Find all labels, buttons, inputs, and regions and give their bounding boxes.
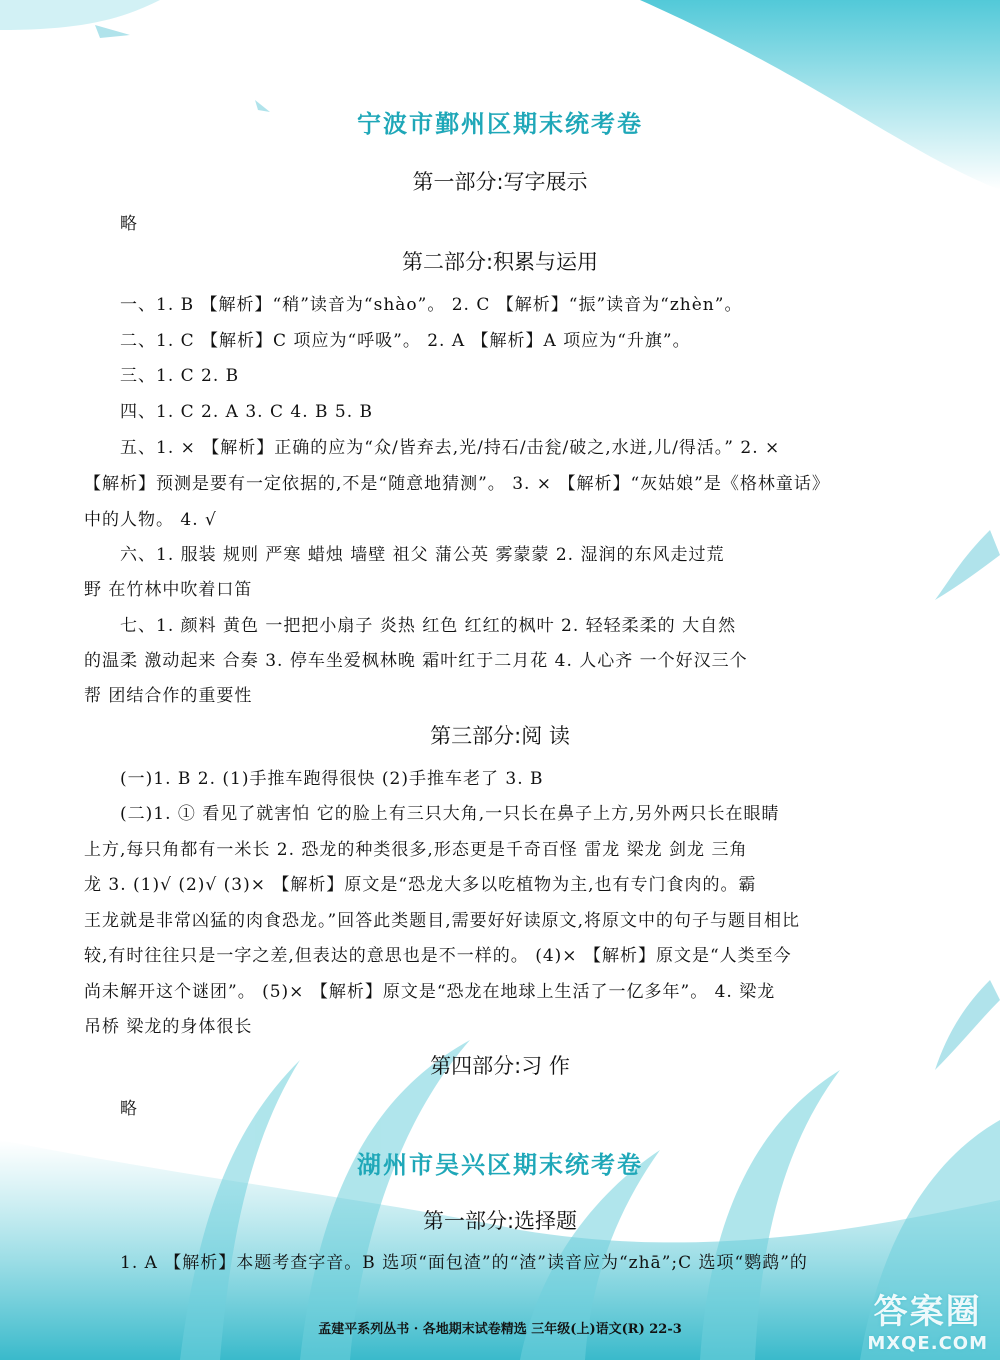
answer-line: 五、1. × 【解析】正确的应为“众/皆弃去,光/持石/击瓮/破之,水迸,儿/得活。” 2. ×	[120, 438, 781, 458]
answer-line: 六、1. 服装 规则 严寒 蜡烛 墙壁 祖父 蒲公英 雾蒙蒙 2. 湿润的东风走过荒	[120, 545, 725, 565]
answer-line: 四、1. C 2. A 3. C 4. B 5. B	[120, 402, 374, 422]
answer-line: 上方,每只角都有一米长 2. 恐龙的种类很多,形态更是千奇百怪 雷龙 梁龙 剑龙 三角	[84, 840, 748, 860]
answer-line: 王龙就是非常凶猛的肉食恐龙。”回答此类题目,需要好好读原文,将原文中的句子与题目相比	[84, 911, 800, 931]
answer-line: 的温柔 激动起来 合奏 3. 停车坐爱枫林晚 霜叶红于二月花 4. 人心齐 一个好汉三个	[84, 651, 748, 671]
exam1-part4-answer: 略	[120, 1099, 138, 1119]
exam1-part4-heading: 第四部分:习 作	[430, 1054, 570, 1078]
answer-line: 七、1. 颜料 黄色 一把把小扇子 炎热 红色 红红的枫叶 2. 轻轻柔柔的 大自然	[120, 616, 737, 636]
answer-line: 帮 团结合作的重要性	[84, 686, 253, 706]
watermark-top-text: 答案圈	[873, 1292, 982, 1332]
answer-line: 尚未解开这个谜团”。 (5)× 【解析】原文是“恐龙在地球上生活了一亿多年”。 4. 梁龙	[84, 982, 776, 1002]
answer-line: (二)1. ① 看见了就害怕 它的脸上有三只大角,一只长在鼻子上方,另外两只长在眼睛	[120, 804, 780, 824]
exam1-title: 宁波市鄞州区期末统考卷	[357, 109, 643, 138]
answer-line: 二、1. C 【解析】C 项应为“呼吸”。 2. A 【解析】A 项应为“升旗”。	[120, 331, 691, 351]
answer-line: 野 在竹林中吹着口笛	[84, 580, 253, 600]
answer-line: 吊桥 梁龙的身体很长	[84, 1017, 253, 1037]
watermark-bottom-text: MXQE.COM	[867, 1333, 988, 1354]
exam1-part3-heading: 第三部分:阅 读	[430, 724, 570, 748]
exam2-part1-heading: 第一部分:选择题	[422, 1209, 578, 1233]
answer-line: 较,有时往往只是一字之差,但表达的意思也是不一样的。 (4)× 【解析】原文是“人类至今	[84, 946, 792, 966]
watermark-logo	[867, 1284, 988, 1354]
exam1-part2-heading: 第二部分:积累与运用	[401, 250, 599, 274]
answer-line: 中的人物。 4. √	[84, 510, 217, 530]
answer-line: 龙 3. (1)√ (2)√ (3)× 【解析】原文是“恐龙大多以吃植物为主,也有专门食肉的。霸	[84, 875, 757, 895]
answer-line: 1. A 【解析】本题考查字音。B 选项“面包渣”的“渣”读音应为“zhā”;C 选项“鹦鹉”的	[120, 1253, 808, 1273]
answer-line: (一)1. B 2. (1)手推车跑得很快 (2)手推车老了 3. B	[120, 769, 544, 789]
exam1-part1-heading: 第一部分:写字展示	[412, 170, 588, 194]
exam2-title: 湖州市吴兴区期末统考卷	[357, 1150, 643, 1179]
answer-line: 三、1. C 2. B	[120, 366, 240, 386]
exam1-part1-answer: 略	[120, 214, 138, 234]
page-footer: 孟建平系列丛书 · 各地期末试卷精选 三年级(上)语文(R) 22-3	[318, 1322, 682, 1337]
answer-line: 【解析】预测是要有一定依据的,不是“随意地猜测”。 3. × 【解析】“灰姑娘”是《格林童话》	[84, 474, 830, 494]
answer-line: 一、1. B 【解析】“稍”读音为“shào”。 2. C 【解析】“振”读音为“zhèn”。	[120, 295, 743, 315]
